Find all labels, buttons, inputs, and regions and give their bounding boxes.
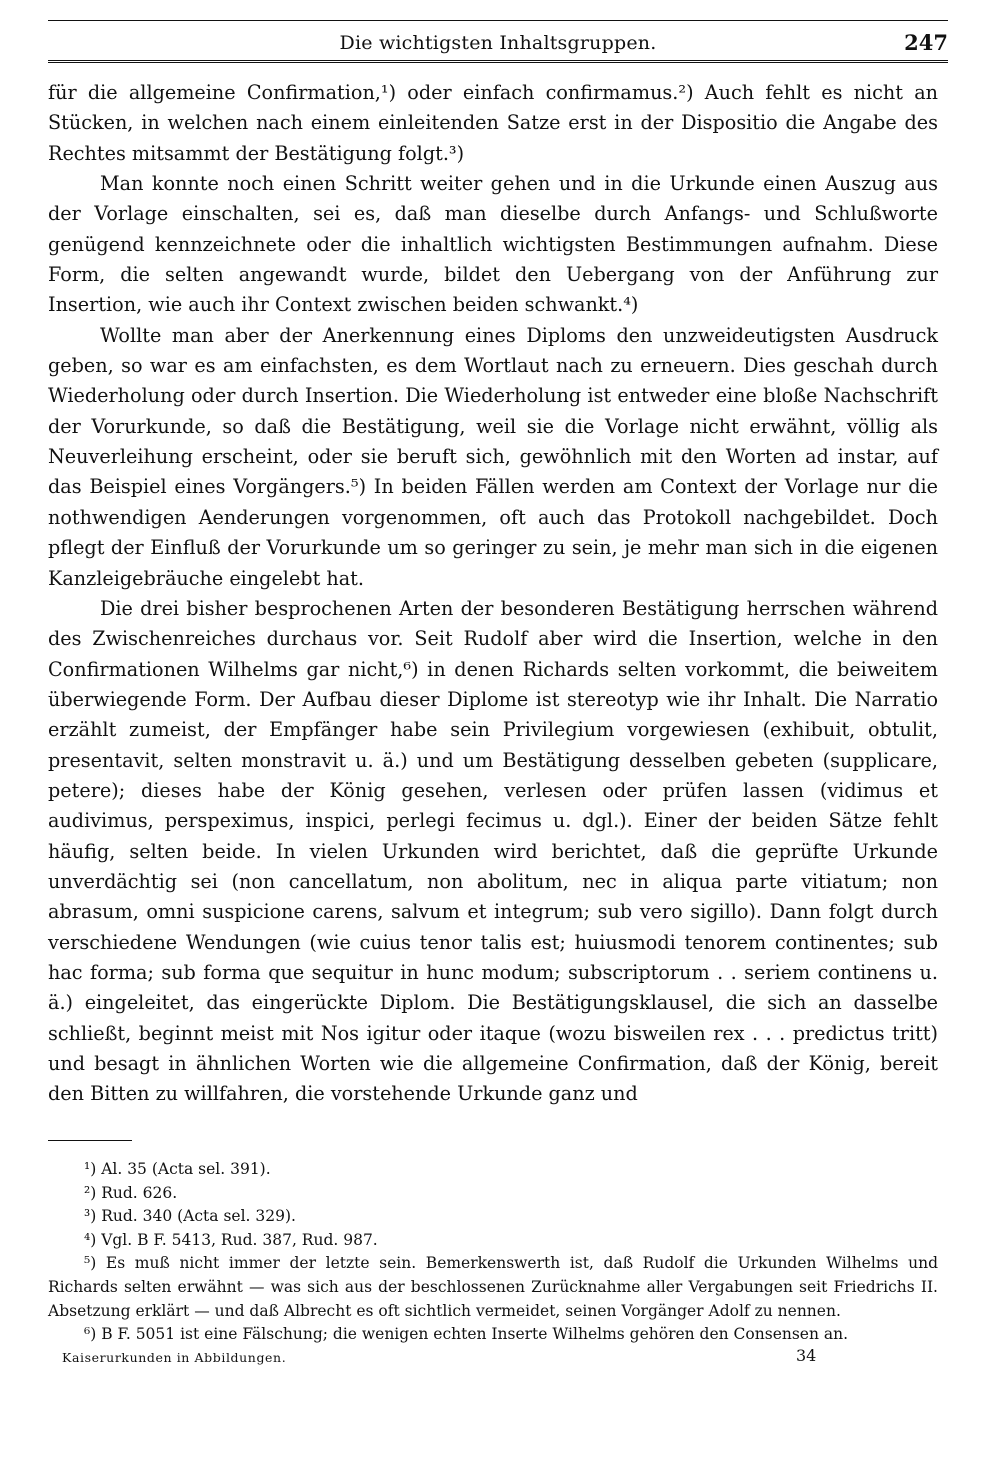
header-top-rule <box>48 20 948 21</box>
page-header <box>48 20 948 64</box>
footnotes <box>48 1158 938 1347</box>
footnote-separator <box>48 1140 132 1141</box>
main-text <box>48 78 938 1110</box>
paragraph-1: für die allgemeine Confirmation,¹) oder einfach confirmamus.²) Auch fehlt es nicht an Stücken, in welchen nach einem einleitenden Satze erst in der Dispositio die Angabe des Rechtes mitsammt der Bestätigung folgt.³) <box>48 81 938 165</box>
paragraph-4: Die drei bisher besprochenen Arten der besonderen Bestätigung herrschen während des Zwischenreiches durchaus vor. Seit Rudolf aber wird die Insertion, welche in den Confirmationen Wilhelms gar nicht,⁶) in denen Richards selten vorkommt, die beiweitem überwiegende Form. Der Aufbau dieser Diplome ist stereotyp wie ihr Inhalt. Die Narratio erzählt zumeist, der Empfänger habe sein Privilegium vorgewiesen (exhibuit, obtulit, presentavit, selten monstravit u. ä.) und um Bestätigung desselben gebeten (supplicare, petere); dieses habe der König gesehen, verlesen oder prüfen lassen (vidimus et audivimus, perspeximus, inspici, perlegi fecimus u. dgl.). Einer der beiden Sätze fehlt häufig, selten beide. In vielen Urkunden wird berichtet, daß die geprüfte Urkunde unverdächtig sei (non cancellatum, non abolitum, nec in aliqua parte vitiatum; non abrasum, omni suspicione carens, salvum et integrum; sub vero sigillo). Dann folgt durch verschiedene Wendungen (wie cuius tenor talis est; huiusmodi tenorem continentes; sub hac forma; sub forma que sequitur in hunc modum; subscriptorum . . seriem continens u. ä.) eingeleitet, das eingerückte Diplom. Die Bestätigungsklausel, die sich an dasselbe schließt, beginnt meist mit Nos igitur oder itaque (wozu bisweilen rex . . . predictus tritt) und besagt in ähnlichen Worten wie die allgemeine Confirmation, daß der König, bereit den Bitten zu willfahren, die vorstehende Urkunde ganz und <box>48 596 938 1106</box>
footnote-4: ⁴) Vgl. B F. 5413, Rud. 387, Rud. 987. <box>84 1230 378 1249</box>
footnote-3: ³) Rud. 340 (Acta sel. 329). <box>84 1207 296 1226</box>
paragraph-3: Wollte man aber der Anerkennung eines Diploms den unzweideutigsten Ausdruck geben, so war es am einfachsten, es dem Wortlaut nach zu erneuern. Dies geschah durch Wiederholung oder durch Insertion. Die Wiederholung ist entweder eine bloße Nachschrift der Vorurkunde, so daß die Bestätigung, weil sie die Vorlage nicht erwähnt, völlig als Neuverleihung erscheint, oder sie beruft sich, gewöhnlich mit den Worten ad instar, auf das Beispiel eines Vorgängers.⁵) In beiden Fällen werden am Context der Vorlage nur die nothwendigen Aenderungen vorgenommen, oft auch das Protokoll nachgebildet. Doch pflegt der Einfluß der Vorurkunde um so geringer zu sein, je mehr man sich in die eigenen Kanzleigebräuche eingelebt hat. <box>48 323 938 590</box>
footnote-5: ⁵) Es muß nicht immer der letzte sein. Bemerkenswerth ist, daß Rudolf die Urkunden Wilhelms und Richards selten erwähnt — was sich aus der beschlossenen Zurücknahme aller Vergabungen seit Friedrichs II. Absetzung erklärt — und daß Albrecht es oft sichtlich vermeidet, seinen Vorgänger Adolf zu nennen. <box>48 1254 938 1320</box>
footnote-6: ⁶) B F. 5051 ist eine Fälschung; die wenigen echten Inserte Wilhelms gehören den Consensen an. <box>84 1325 849 1344</box>
page-number: 247 <box>904 30 948 55</box>
header-double-rule <box>48 60 948 63</box>
footer-series-title: Kaiserurkunden in Abbildungen. <box>62 1350 287 1365</box>
running-title: Die wichtigsten Inhaltsgruppen. <box>339 32 657 54</box>
footnote-2: ²) Rud. 626. <box>84 1183 178 1202</box>
page-footer <box>62 1346 902 1376</box>
sheet-signature: 34 <box>796 1346 817 1365</box>
paragraph-2: Man konnte noch einen Schritt weiter gehen und in die Urkunde einen Auszug aus der Vorlage einschalten, sei es, daß man dieselbe durch Anfangs- und Schlußworte genügend kennzeichnete oder die inhaltlich wichtigsten Bestimmungen aufnahm. Diese Form, die selten angewandt wurde, bildet den Uebergang von der Anführung zur Insertion, wie auch ihr Context zwischen beiden schwankt.⁴) <box>48 172 938 317</box>
footnote-1: ¹) Al. 35 (Acta sel. 391). <box>84 1160 271 1178</box>
